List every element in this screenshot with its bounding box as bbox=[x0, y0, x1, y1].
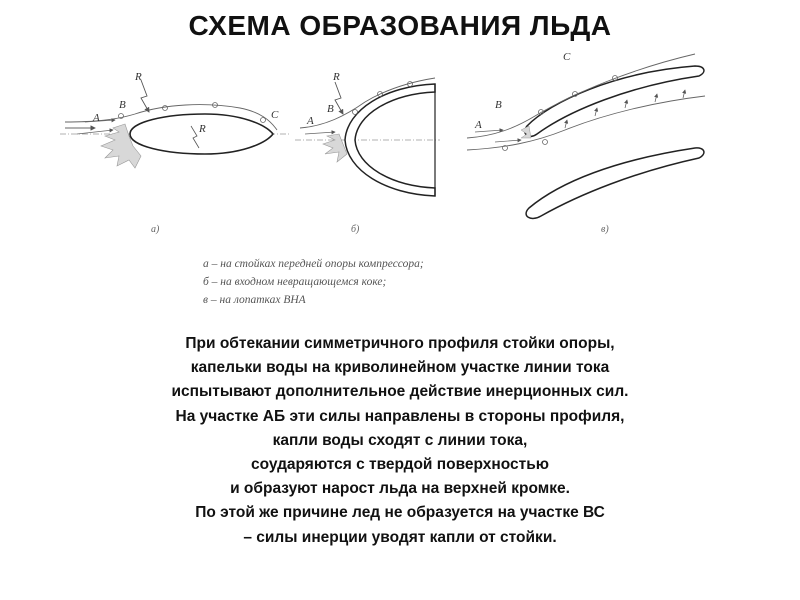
panel-b-label: б) bbox=[351, 224, 360, 235]
panel-a-strut-profile bbox=[60, 71, 290, 235]
panel-a-point-b: B bbox=[119, 99, 126, 111]
body-line: капельки воды на криволинейном участке линии тока bbox=[190, 359, 610, 377]
panel-a-point-r2: R bbox=[199, 123, 206, 135]
body-line: При обтекании симметричного профиля стойки опоры, bbox=[185, 335, 615, 352]
panel-c-point-b: B bbox=[495, 99, 502, 111]
panel-a-label: а) bbox=[151, 224, 160, 235]
figure-caption bbox=[203, 255, 563, 309]
ice-formation-diagram bbox=[55, 50, 745, 250]
panel-b-ice-deposit bbox=[323, 134, 347, 162]
body-line: На участке АБ эти силы направлены в стороны профиля, bbox=[175, 407, 625, 425]
panel-a-point-r1: R bbox=[135, 71, 142, 83]
caption-line: в – на лопатках ВНА bbox=[203, 294, 306, 306]
panel-c-lower-blade bbox=[526, 148, 704, 219]
panel-c-upper-blade bbox=[525, 66, 704, 136]
panel-a-point-a: A bbox=[93, 112, 100, 124]
body-line: По этой же причине лед не образуется на участке ВС bbox=[195, 504, 605, 522]
body-line: капли воды сходят с линии тока, bbox=[272, 431, 528, 449]
page-title: СХЕМА ОБРАЗОВАНИЯ ЛЬДА bbox=[188, 10, 612, 41]
panel-c-point-a: A bbox=[475, 119, 482, 131]
panel-b-point-r: R bbox=[333, 71, 340, 83]
explanation-text bbox=[40, 332, 760, 550]
body-line: – силы инерции уводят капли от стойки. bbox=[243, 528, 557, 546]
panel-c-label: в) bbox=[601, 224, 609, 235]
caption-line: а – на стойках передней опоры компрессора; bbox=[203, 258, 424, 270]
body-line: испытывают дополнительное действие инерционных сил. bbox=[171, 383, 629, 401]
caption-line: б – на входном невращающемся коке; bbox=[203, 276, 387, 288]
panel-c-guide-vanes bbox=[467, 51, 705, 235]
body-line: соударяются с твердой поверхностью bbox=[250, 456, 550, 474]
panel-b-point-b: B bbox=[327, 103, 334, 115]
panel-c-point-c: C bbox=[563, 51, 571, 63]
body-line: и образуют нарост льда на верхней кромке. bbox=[230, 480, 570, 498]
panel-a-point-c: C bbox=[271, 109, 279, 121]
panel-b-point-a: A bbox=[307, 115, 314, 127]
panel-b-spinner-cone bbox=[295, 71, 440, 235]
